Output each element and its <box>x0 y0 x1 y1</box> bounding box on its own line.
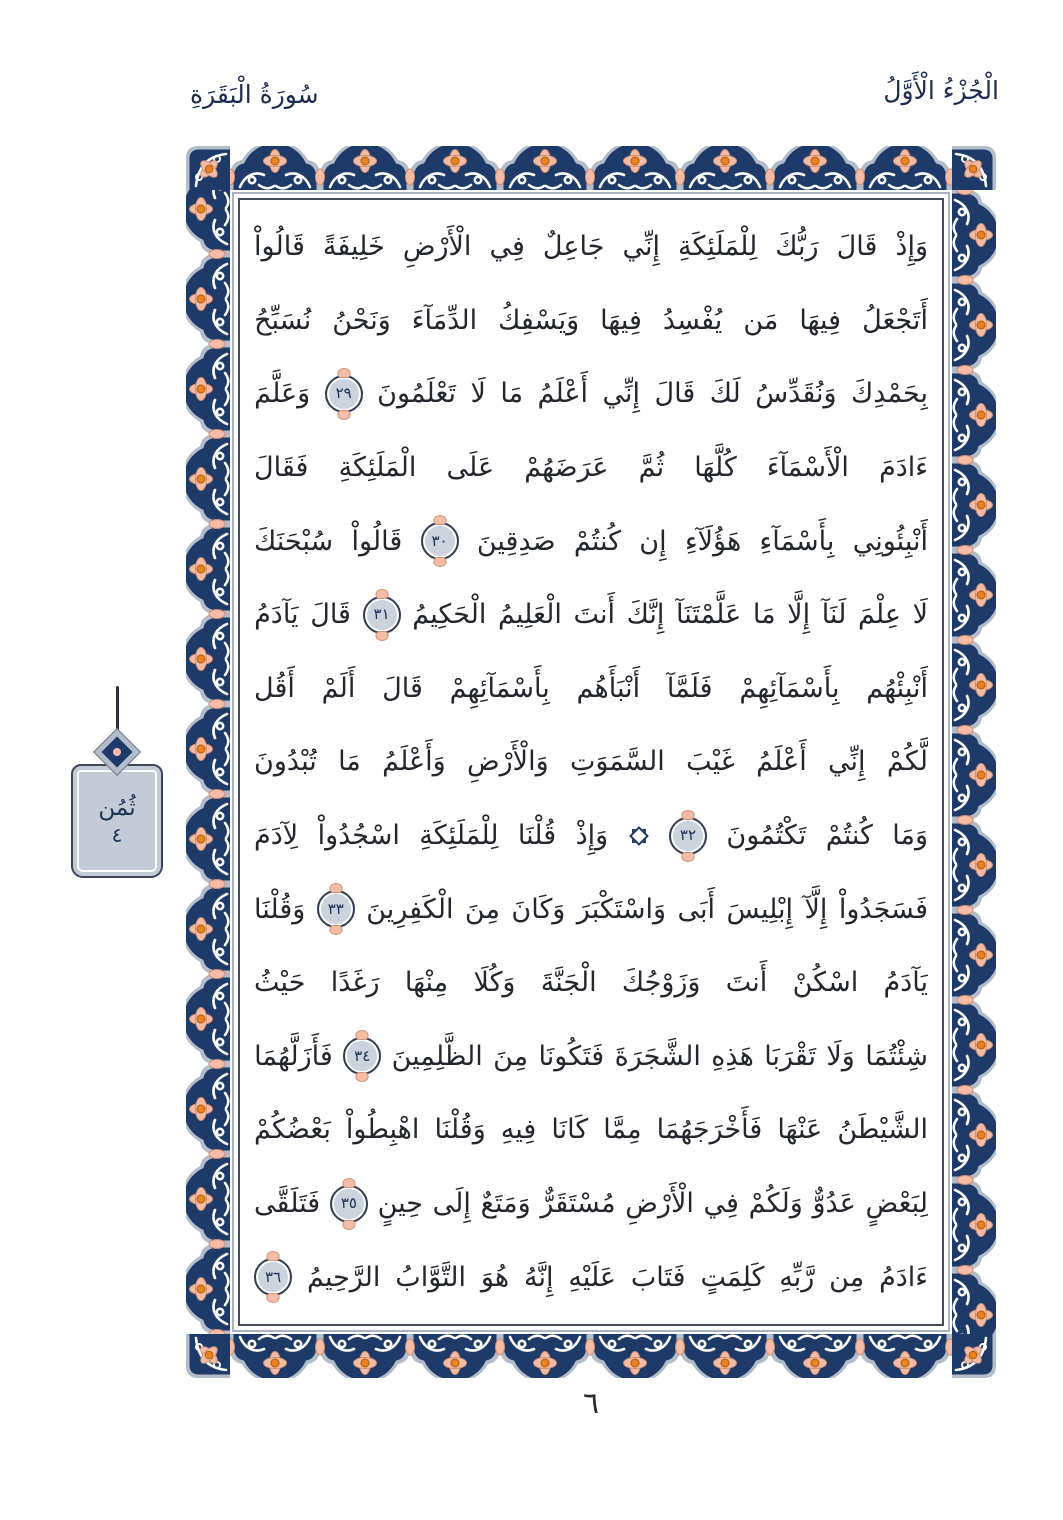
quran-word: لَنَآ <box>821 599 847 631</box>
quran-word: هَؤُلَآءِ <box>684 525 742 557</box>
ayah-number-badge: ٣٦ <box>254 1258 292 1296</box>
quran-word: وَلَكُمْ <box>748 1188 803 1220</box>
quran-word: أَعْلَمُ <box>756 746 807 778</box>
quran-word: وَقُلْنَا <box>254 893 306 925</box>
quran-word: مَا <box>752 599 776 631</box>
quran-word: ثُمَّ <box>638 452 665 484</box>
quran-word: أَقُل <box>254 672 295 704</box>
quran-word: وَنُقَدِّسُ <box>755 378 837 410</box>
quran-word: حَيْثُ <box>254 967 306 999</box>
quran-word: صَدِقِينَ <box>476 525 556 557</box>
quran-word: فَقَالَ <box>254 452 309 484</box>
quran-word: بِأَسْمَآئِهِمْ <box>739 672 840 704</box>
quran-word: شِئْتُمَا <box>865 1040 928 1072</box>
quran-word: السَّمَوَتِ <box>569 746 665 778</box>
quran-word: بِأَسْمَآئِهِمْ <box>449 672 550 704</box>
quran-line <box>254 210 928 284</box>
quran-line <box>254 872 928 946</box>
quran-word: ءَادَمُ <box>879 1261 928 1293</box>
quran-word: عَلَّمْتَنَآ <box>676 599 742 631</box>
quran-word: جَاعِلٌ <box>542 231 605 263</box>
quran-word: قَالَ <box>836 231 878 263</box>
quran-word: وَعَلَّمَ <box>254 378 311 410</box>
quran-word: الْمَلَئِكَةِ <box>338 452 417 484</box>
border-top-ornament <box>230 146 952 190</box>
quran-word: وَلَا <box>826 1040 855 1072</box>
quran-word: إِبْلِيسَ <box>726 893 794 925</box>
quran-word: قَالُواْ <box>254 231 305 263</box>
quran-line <box>254 652 928 726</box>
quran-word: سُبْحَنَكَ <box>254 525 334 557</box>
quran-word: وَكَانَ <box>511 893 566 925</box>
quran-word: مِمَّا <box>603 1114 642 1146</box>
quran-word: اسْجُدُواْ <box>317 820 400 852</box>
quran-line <box>254 1240 928 1314</box>
quran-word: كُنتُمْ <box>825 820 873 852</box>
quran-word: أَنْبَأَهُم <box>576 672 641 704</box>
quran-word: فَتَكُونَا <box>538 1040 605 1072</box>
quran-word: الدِّمَآءَ <box>411 304 478 336</box>
quran-word: فِي <box>703 1188 739 1220</box>
quran-word: مَن <box>743 304 779 336</box>
hizb-marker-value: ٤ <box>111 822 123 847</box>
hizb-marker-label: ثُمُن <box>98 795 136 822</box>
ayah-number-badge: ٣٢ <box>669 817 707 855</box>
quran-word: وَالْأَرْضِ <box>466 746 549 778</box>
quran-word: وَمَا <box>892 820 928 852</box>
quran-word: لَا <box>470 378 486 410</box>
quran-line <box>254 578 928 652</box>
quran-word: مَا <box>500 378 524 410</box>
quran-word: مِن <box>829 1261 865 1293</box>
quran-line <box>254 357 928 431</box>
quran-word: وَأَعْلَمُ <box>382 746 446 778</box>
quran-word: الرَّحِيمُ <box>306 1261 381 1293</box>
quran-word: لَا <box>912 599 928 631</box>
quran-word: يُفْسِدُ <box>662 304 723 336</box>
quran-word: ءَادَمَ <box>879 452 928 484</box>
quran-word: تَكْتُمُونَ <box>726 820 807 852</box>
quran-word: إِنِّي <box>602 378 641 410</box>
quran-word: فَأَزَلَّهُمَا <box>254 1040 333 1072</box>
corner-ornament-bottom-left <box>186 1334 230 1378</box>
border-left-ornament <box>186 190 230 1334</box>
quran-word: فَلَمَّآ <box>666 672 713 704</box>
rub-el-hizb-icon <box>628 825 650 847</box>
quran-word: فَتَابَ <box>630 1261 686 1293</box>
quran-word: فَأَخْرَجَهُمَا <box>656 1114 763 1146</box>
quran-word: بِأَسْمَآءِ <box>759 525 835 557</box>
quran-word: هُوَ <box>480 1261 510 1293</box>
quran-word: هَذِهِ <box>711 1040 754 1072</box>
border-right-ornament <box>952 190 996 1334</box>
quran-word: رَغَدًا <box>330 967 380 999</box>
ayah-number-badge: ٣٤ <box>343 1037 381 1075</box>
quran-word: قَالُواْ <box>351 525 403 557</box>
quran-word: الْعَلِيمُ <box>498 599 562 631</box>
quran-word: غَيْبَ <box>686 746 735 778</box>
quran-line <box>254 725 928 799</box>
quran-word: عَدُوٌّ <box>812 1188 856 1220</box>
quran-word: عَلَى <box>446 452 495 484</box>
juz-header: الْجُزْءُ الْأَوَّلُ <box>883 76 999 105</box>
quran-word: مِنَ <box>464 893 500 925</box>
hizb-marker-body <box>71 764 163 878</box>
quran-word: لِلْمَلَئِكَةِ <box>419 820 499 852</box>
quran-word: الْأَرْضِ <box>402 231 472 263</box>
quran-word: قَالَ <box>382 672 423 704</box>
quran-word: الشَّجَرَةَ <box>614 1040 701 1072</box>
quran-word: كَانَا <box>551 1114 589 1146</box>
border-bottom-ornament <box>230 1334 952 1378</box>
quran-word: وَيَسْفِكُ <box>498 304 580 336</box>
quran-word: فِيهَا <box>600 304 642 336</box>
quran-word: وَاسْتَكْبَرَ <box>576 893 667 925</box>
quran-word: رَّبِّهِ <box>779 1261 815 1293</box>
quran-word: أَتَجْعَلُ <box>862 304 928 336</box>
quran-text-area <box>246 206 936 1318</box>
corner-ornament-top-left <box>186 146 230 190</box>
quran-word: حِينٍ <box>377 1188 423 1220</box>
corner-ornament-top-right <box>952 146 996 190</box>
quran-word: الشَّيْطَنُ <box>837 1114 928 1146</box>
quran-word: فَتَلَقَّى <box>254 1188 321 1220</box>
quran-line <box>254 504 928 578</box>
quran-word: الْأَرْضِ <box>625 1188 694 1220</box>
quran-word: خَلِيفَةً <box>322 231 385 263</box>
quran-word: نُسَبِّحُ <box>254 304 312 336</box>
quran-word: لِآدَمَ <box>254 820 299 852</box>
quran-word: لَكَ <box>709 378 741 410</box>
quran-word: وَمَتَعٌ <box>480 1188 531 1220</box>
quran-word: مِنَ <box>493 1040 529 1072</box>
quran-word: عَرَضَهُمْ <box>524 452 609 484</box>
quran-word: إِنَّهُ <box>523 1261 554 1293</box>
quran-word: وَنَحْنُ <box>332 304 391 336</box>
quran-word: يَآدَمُ <box>254 599 299 631</box>
ayah-number-badge: ٣٣ <box>317 890 355 928</box>
quran-word: إِلَّآ <box>804 893 828 925</box>
corner-ornament-bottom-right <box>952 1334 996 1378</box>
quran-word: إِنِّي <box>622 231 660 263</box>
quran-word: مُسْتَقَرٌّ <box>540 1188 616 1220</box>
quran-word: وَإِذْ <box>575 820 609 852</box>
quran-word: أَعْلَمُ <box>537 378 589 410</box>
quran-word: وَزَوْجُكَ <box>621 967 701 999</box>
quran-word: رَبُّكَ <box>775 231 819 263</box>
quran-word: إِلَى <box>432 1188 471 1220</box>
quran-word: تُبْدُونَ <box>254 746 317 778</box>
quran-word: الْكَفِرِينَ <box>366 893 454 925</box>
quran-word: يَآدَمُ <box>883 967 928 999</box>
quran-word: لِبَعْضٍ <box>865 1188 928 1220</box>
quran-word: كَلِمَتٍ <box>700 1261 765 1293</box>
quran-word: عَلَيْهِ <box>568 1261 617 1293</box>
quran-word: بِحَمْدِكَ <box>851 378 928 410</box>
quran-word: اسْكُنْ <box>792 967 859 999</box>
quran-word: أَبَى <box>677 893 716 925</box>
quran-line <box>254 1093 928 1167</box>
quran-word: أَلَمْ <box>321 672 356 704</box>
quran-word: تَعْلَمُونَ <box>377 378 456 410</box>
quran-word: كُنتُمْ <box>573 525 621 557</box>
quran-word: إِنَّكَ <box>626 599 665 631</box>
quran-word: الْأَسْمَآءَ <box>766 452 849 484</box>
quran-line <box>254 431 928 505</box>
quran-word: قَالَ <box>654 378 696 410</box>
quran-line <box>254 946 928 1020</box>
quran-line <box>254 799 928 873</box>
quran-line <box>254 284 928 358</box>
quran-word: اهْبِطُواْ <box>345 1114 420 1146</box>
quran-word: التَّوَّابُ <box>395 1261 467 1293</box>
quran-line <box>254 1167 928 1241</box>
quran-word: إِن <box>639 525 667 557</box>
quran-word: أَنْبِئُونِي <box>852 525 928 557</box>
quran-word: وَكُلَا <box>473 967 516 999</box>
quran-word: وَقُلْنَا <box>434 1114 486 1146</box>
quran-word: قُلْنَا <box>517 820 557 852</box>
quran-word: مَا <box>338 746 361 778</box>
quran-word: وَإِذْ <box>895 231 928 263</box>
quran-word: لِلْمَلَئِكَةِ <box>678 231 758 263</box>
quran-line <box>254 1020 928 1094</box>
ayah-number-badge: ٣٠ <box>421 522 459 560</box>
ornamental-frame <box>186 146 996 1378</box>
page-number: ٦ <box>582 1386 600 1421</box>
quran-word: الْجَنَّةَ <box>540 967 597 999</box>
quran-word: فِيهَا <box>799 304 842 336</box>
quran-word: لَّكُمْ <box>886 746 928 778</box>
quran-word: قَالَ <box>310 599 351 631</box>
hizb-marker-stem <box>116 686 119 732</box>
quran-word: تَقْرَبَا <box>764 1040 817 1072</box>
quran-word: عَنْهَا <box>777 1114 823 1146</box>
quran-word: أَنتَ <box>573 599 615 631</box>
quran-word: فِيهِ <box>500 1114 537 1146</box>
quran-word: عِلْمَ <box>857 599 901 631</box>
quran-word: كُلَّهَا <box>694 452 737 484</box>
ayah-number-badge: ٣٥ <box>330 1185 368 1223</box>
quran-word: مِنْهَا <box>404 967 449 999</box>
quran-word: أَنتَ <box>725 967 768 999</box>
surah-header: سُورَةُ الْبَقَرَةِ <box>190 80 319 109</box>
quran-word: إِلَّا <box>787 599 811 631</box>
quran-word: بَعْضُكُمْ <box>254 1114 331 1146</box>
hizb-marker-crest <box>97 732 137 772</box>
quran-word: فِي <box>489 231 525 263</box>
quran-word: الظَّلِمِينَ <box>391 1040 483 1072</box>
quran-word: إِنِّي <box>828 746 866 778</box>
ayah-number-badge: ٣١ <box>363 596 401 634</box>
ayah-number-badge: ٢٩ <box>325 375 363 413</box>
quran-word: فَسَجَدُواْ <box>838 893 928 925</box>
quran-word: أَنْبِئْهُم <box>866 672 928 704</box>
hizb-quarter-marker <box>70 686 164 878</box>
quran-word: الْحَكِيمُ <box>412 599 487 631</box>
